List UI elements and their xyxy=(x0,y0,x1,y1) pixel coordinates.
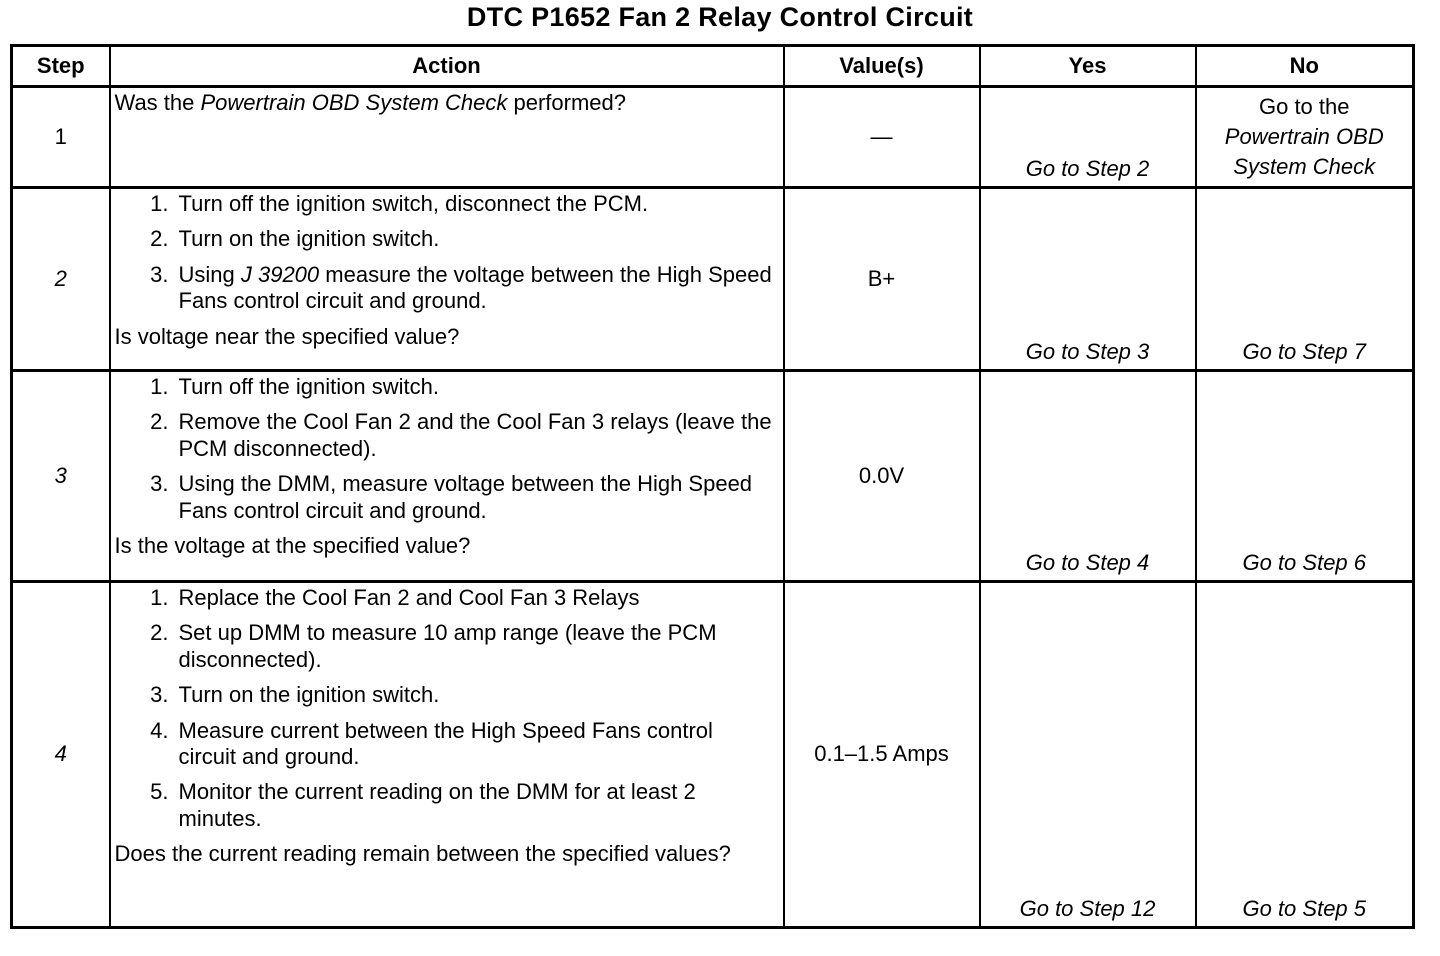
step-index: 1. xyxy=(150,191,169,216)
step-number: 3 xyxy=(12,371,110,582)
question-text: Was the xyxy=(114,90,201,115)
action-cell xyxy=(110,371,784,582)
no-cell: Go to Step 6 xyxy=(1196,371,1414,582)
no-cell xyxy=(1196,87,1414,188)
action-step xyxy=(115,779,775,832)
step-text: Using the DMM, measure voltage between the High Speed Fans control circuit and ground. xyxy=(178,471,753,523)
action-question: Does the current reading remain between the specified values? xyxy=(114,841,731,867)
step-index: 1. xyxy=(150,374,169,399)
value-cell: B+ xyxy=(784,188,980,371)
page-title: DTC P1652 Fan 2 Relay Control Circuit xyxy=(466,2,974,32)
step-number: 1 xyxy=(12,87,110,188)
yes-cell: Go to Step 12 xyxy=(980,582,1196,928)
step-index: 1. xyxy=(150,585,169,610)
header-no: No xyxy=(1196,46,1414,87)
action-steps xyxy=(115,585,775,832)
action-step xyxy=(115,682,775,708)
step-index: 3. xyxy=(150,682,169,708)
action-cell xyxy=(110,188,784,371)
step-index: 3. xyxy=(150,471,169,497)
yes-cell: Go to Step 3 xyxy=(980,188,1196,371)
step-text: Turn on the ignition switch. xyxy=(178,226,440,252)
action-step xyxy=(115,718,775,771)
step-text: Turn on the ignition switch. xyxy=(178,682,440,708)
step-text: Replace the Cool Fan 2 and Cool Fan 3 Relays xyxy=(178,585,640,610)
action-step xyxy=(115,585,775,611)
header-action: Action xyxy=(110,46,784,87)
step-text-part: measure the voltage between the High Speed Fans control circuit and ground. xyxy=(178,261,772,314)
action-question: Is the voltage at the specified value? xyxy=(114,532,471,558)
action-cell xyxy=(110,87,784,188)
header-values: Value(s) xyxy=(784,46,980,87)
step-index: 4. xyxy=(150,717,169,743)
value-cell: 0.1–1.5 Amps xyxy=(784,582,980,928)
action-steps xyxy=(115,191,775,315)
action-step xyxy=(115,226,775,252)
action-step xyxy=(115,262,775,315)
step-number: 4 xyxy=(12,582,110,928)
yes-cell: Go to Step 2 xyxy=(980,87,1196,188)
step-index: 3. xyxy=(150,261,169,287)
action-step xyxy=(115,620,775,673)
step-index: 2. xyxy=(150,226,169,252)
table-row xyxy=(12,582,1414,928)
step-text: Measure current between the High Speed Fans control circuit and ground. xyxy=(178,717,713,769)
value-cell: 0.0V xyxy=(784,371,980,582)
step-text: Set up DMM to measure 10 amp range (leave the PCM disconnected). xyxy=(178,620,717,672)
step-index: 2. xyxy=(150,620,169,646)
yes-cell: Go to Step 4 xyxy=(980,371,1196,582)
no-cell: Go to Step 5 xyxy=(1196,582,1414,928)
header-yes: Yes xyxy=(980,46,1196,87)
question-text: performed? xyxy=(507,90,626,115)
no-line: Powertrain OBD xyxy=(1224,124,1384,150)
action-step xyxy=(115,471,775,524)
step-text-part: Using xyxy=(178,261,241,287)
value-cell: — xyxy=(784,87,980,188)
step-text: Turn off the ignition switch. xyxy=(178,374,439,399)
action-step xyxy=(115,374,775,400)
action-step xyxy=(115,191,775,217)
action-cell xyxy=(110,582,784,928)
action-steps xyxy=(115,374,775,524)
table-row xyxy=(12,87,1414,188)
diagnostic-table xyxy=(10,44,1415,929)
step-index: 2. xyxy=(150,409,169,435)
action-question: Is voltage near the specified value? xyxy=(114,323,460,349)
action-question xyxy=(115,90,775,116)
action-step xyxy=(115,409,775,462)
table-row xyxy=(12,188,1414,371)
tool-reference: J 39200 xyxy=(240,261,320,287)
step-text xyxy=(179,262,775,315)
no-line: System Check xyxy=(1233,153,1376,179)
step-text: Turn off the ignition switch, disconnect the PCM. xyxy=(178,191,649,216)
step-number: 2 xyxy=(12,188,110,371)
question-reference: Powertrain OBD System Check xyxy=(200,90,508,115)
table-row xyxy=(12,371,1414,582)
header-step: Step xyxy=(12,46,110,87)
step-index: 5. xyxy=(150,779,169,805)
no-cell: Go to Step 7 xyxy=(1196,188,1414,371)
step-text: Remove the Cool Fan 2 and the Cool Fan 3 relays (leave the PCM disconnected). xyxy=(178,409,772,461)
header-row xyxy=(12,46,1414,87)
step-text: Monitor the current reading on the DMM for at least 2 minutes. xyxy=(178,779,696,831)
no-line: Go to the xyxy=(1258,94,1350,120)
